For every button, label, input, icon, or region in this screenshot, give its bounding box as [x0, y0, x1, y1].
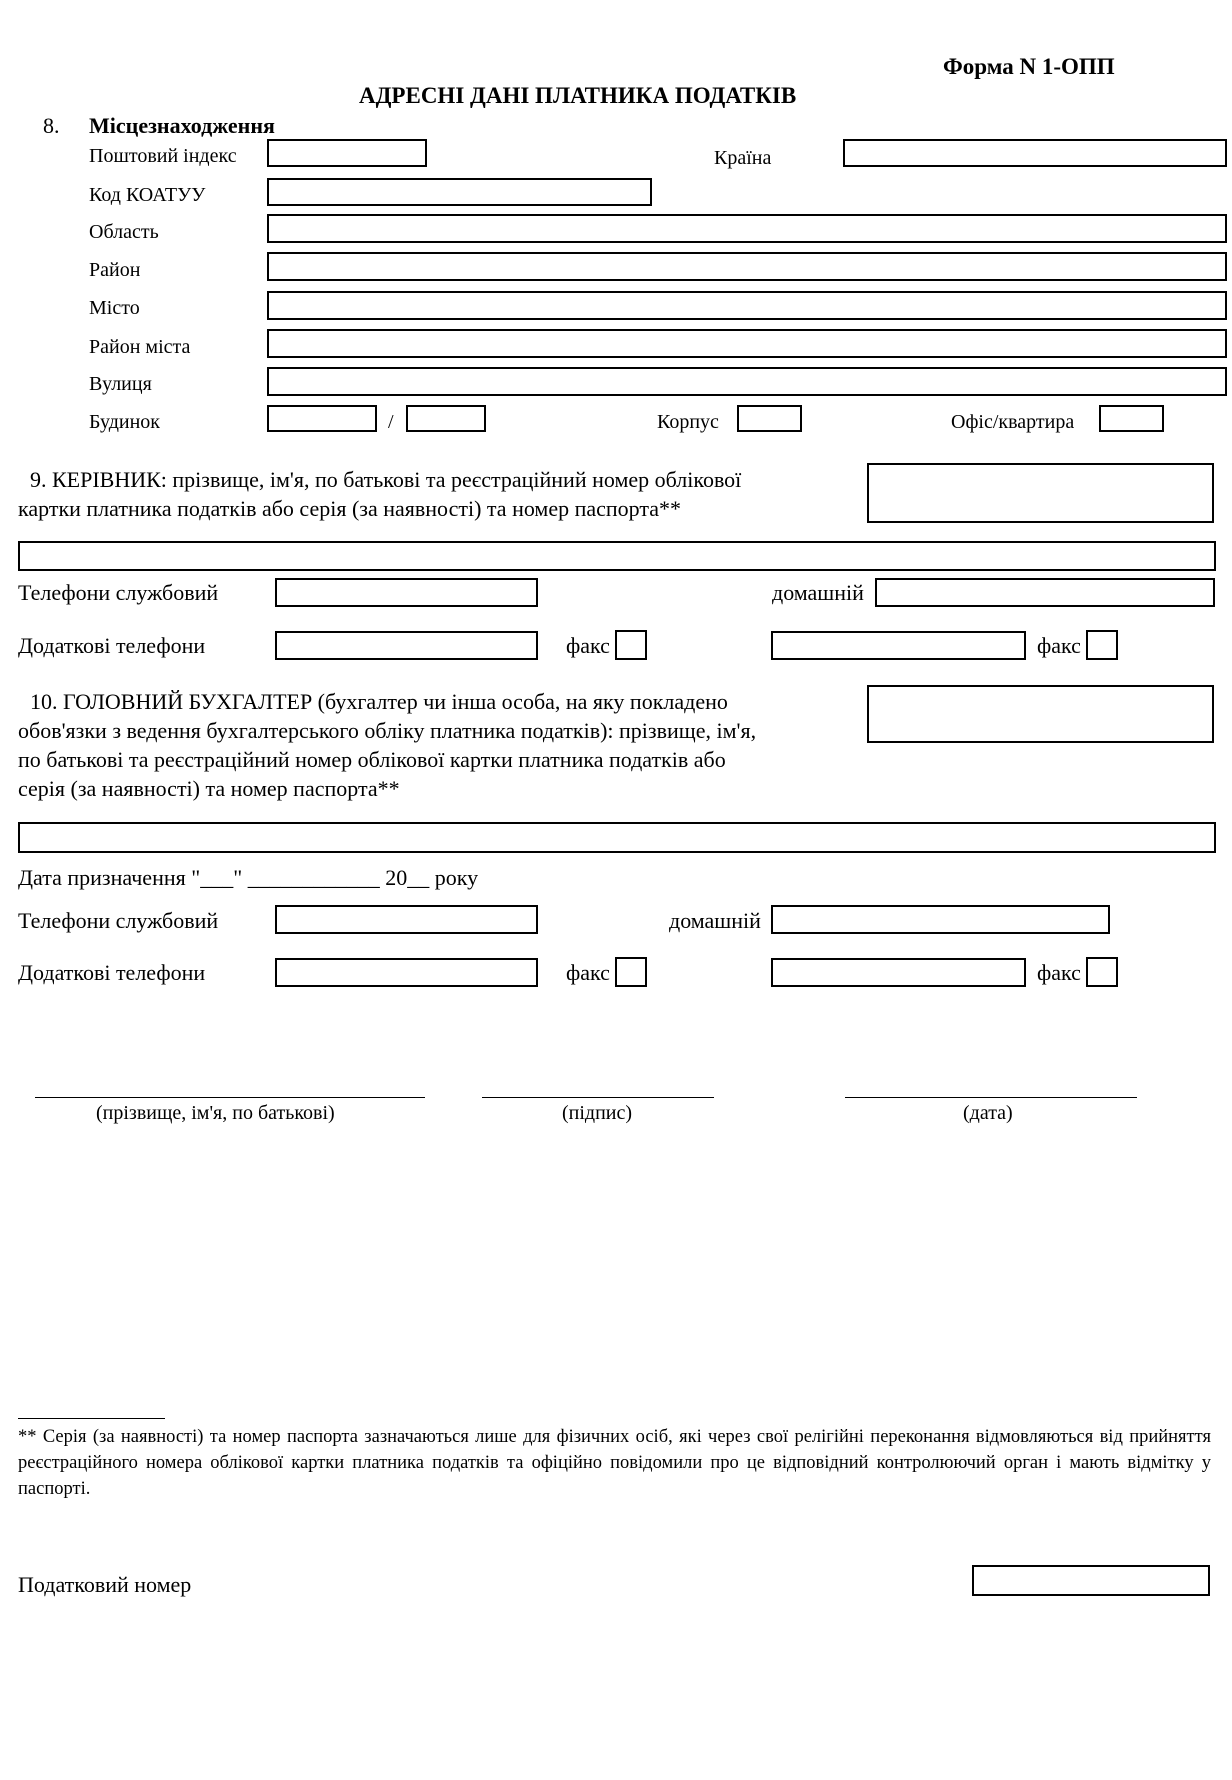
director-fax-field-2[interactable] — [1086, 630, 1118, 660]
name-caption: (прізвище, ім'я, по батькові) — [96, 1102, 335, 1124]
director-home-phone-label: домашній — [772, 580, 864, 605]
section-8-number: 8. — [43, 113, 60, 138]
accountant-fax-label-1: факс — [566, 960, 610, 985]
accountant-fax-field-2[interactable] — [1086, 957, 1118, 987]
director-name-field[interactable] — [18, 541, 1216, 571]
director-work-phone-label: Телефони службовий — [18, 580, 219, 605]
postal-code-field[interactable] — [267, 139, 427, 167]
building-fraction-field[interactable] — [406, 405, 486, 432]
director-fax-label-2: факс — [1037, 633, 1081, 658]
city-field[interactable] — [267, 291, 1227, 320]
region-label: Область — [89, 221, 159, 243]
district-label: Район — [89, 259, 141, 281]
koatuu-label: Код КОАТУУ — [89, 184, 206, 206]
accountant-extra-phone-field-2[interactable] — [771, 958, 1026, 987]
accountant-heading-line1: 10. ГОЛОВНИЙ БУХГАЛТЕР (бухгалтер чи інша особа, на яку покладено — [30, 689, 728, 714]
accountant-heading-line2: обов'язки з ведення бухгалтерського обліку платника податків): прізвище, ім'я, — [18, 718, 757, 743]
accountant-work-phone-label: Телефони службовий — [18, 908, 219, 933]
director-heading-line2: картки платника податків або серія (за наявності) та номер паспорта** — [18, 496, 682, 521]
director-home-phone-field[interactable] — [875, 578, 1215, 607]
office-label: Офіс/квартира — [951, 411, 1075, 433]
office-field[interactable] — [1099, 405, 1164, 432]
director-extra-phone-field-2[interactable] — [771, 631, 1026, 660]
name-signature-line[interactable] — [35, 1097, 425, 1098]
district-field[interactable] — [267, 252, 1227, 281]
city-district-field[interactable] — [267, 329, 1227, 358]
accountant-id-field[interactable] — [867, 685, 1214, 743]
accountant-home-phone-field[interactable] — [771, 905, 1110, 934]
accountant-home-phone-label: домашній — [669, 908, 761, 933]
street-label: Вулиця — [89, 373, 152, 395]
country-label: Країна — [714, 147, 772, 169]
director-extra-phones-label: Додаткові телефони — [18, 633, 206, 658]
director-extra-phone-field-1[interactable] — [275, 631, 538, 660]
date-signature-line[interactable] — [845, 1097, 1137, 1098]
accountant-extra-phones-label: Додаткові телефони — [18, 960, 206, 985]
city-label: Місто — [89, 297, 140, 319]
signature-caption: (підпис) — [562, 1102, 633, 1124]
block-label: Корпус — [657, 411, 719, 433]
tax-number-field[interactable] — [972, 1565, 1210, 1596]
street-field[interactable] — [267, 367, 1227, 396]
building-label: Будинок — [89, 411, 161, 433]
block-field[interactable] — [737, 405, 802, 432]
accountant-heading-line3: по батькові та реєстраційний номер облікової картки платника податків або — [18, 747, 726, 772]
building-field[interactable] — [267, 405, 377, 432]
building-separator: / — [388, 411, 394, 433]
accountant-work-phone-field[interactable] — [275, 905, 538, 934]
section-8-heading: Місцезнаходження — [89, 113, 275, 138]
director-work-phone-field[interactable] — [275, 578, 538, 607]
accountant-name-field[interactable] — [18, 822, 1216, 853]
accountant-heading-line4: серія (за наявності) та номер паспорта** — [18, 776, 400, 801]
country-field[interactable] — [843, 139, 1227, 167]
director-fax-field-1[interactable] — [615, 630, 647, 660]
region-field[interactable] — [267, 214, 1227, 243]
city-district-label: Район міста — [89, 336, 191, 358]
accountant-fax-label-2: факс — [1037, 960, 1081, 985]
date-caption: (дата) — [963, 1102, 1013, 1124]
koatuu-field[interactable] — [267, 178, 652, 206]
form-number: Форма N 1-ОПП — [943, 54, 1115, 79]
appointment-date: Дата призначення "___" ____________ 20__ року — [18, 865, 479, 890]
director-id-field[interactable] — [867, 463, 1214, 523]
footnote-text: ** Серія (за наявності) та номер паспорта зазначаються лише для фізичних осіб, які через свої релігійні переконання відмовляються від прийняття реєстраційного номера облікової картки платника податків та офіційно повідомили про це відповідний контролюючий орган і мають відмітку у паспорті. — [18, 1427, 1211, 1499]
accountant-extra-phone-field-1[interactable] — [275, 958, 538, 987]
director-fax-label-1: факс — [566, 633, 610, 658]
tax-number-label: Податковий номер — [18, 1572, 192, 1597]
postal-code-label: Поштовий індекс — [89, 145, 237, 167]
footnote-separator — [18, 1418, 165, 1419]
accountant-fax-field-1[interactable] — [615, 957, 647, 987]
director-heading-line1: 9. КЕРІВНИК: прізвище, ім'я, по батькові та реєстраційний номер облікової — [30, 467, 742, 492]
signature-line[interactable] — [482, 1097, 714, 1098]
page-title: АДРЕСНІ ДАНІ ПЛАТНИКА ПОДАТКІВ — [359, 83, 797, 108]
